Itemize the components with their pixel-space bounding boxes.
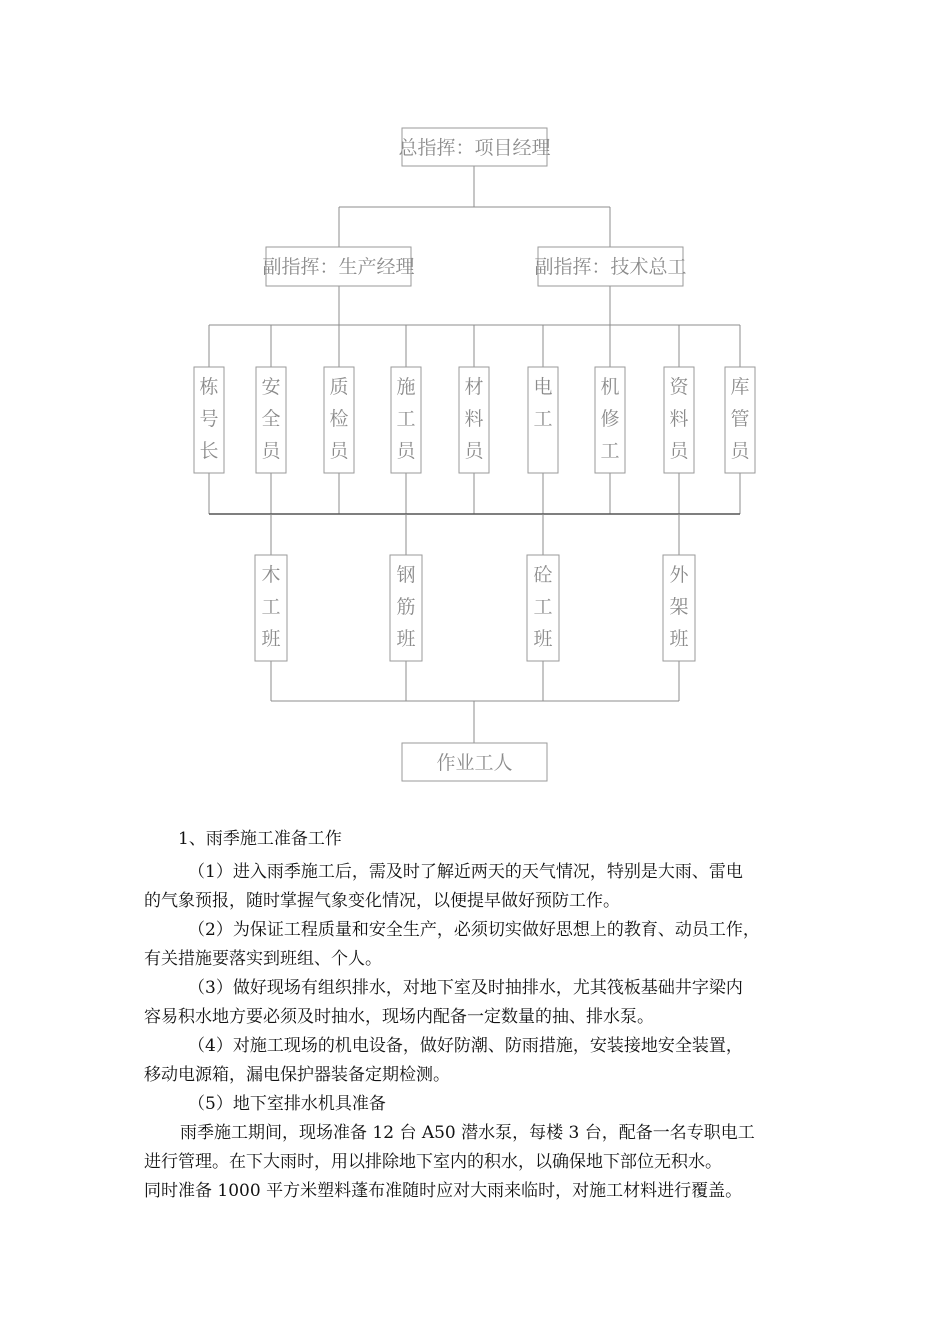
staff-node xyxy=(391,367,421,473)
paragraph-line: 雨季施工期间，现场准备 12 台 A50 潜水泵，每楼 3 台，配备一名专职电工 xyxy=(180,1123,755,1143)
deputy-production-node xyxy=(262,247,414,286)
staff-node-char: 员 xyxy=(730,440,750,462)
staff-node-char: 机 xyxy=(600,376,620,398)
team-node-char: 木 xyxy=(261,564,281,586)
staff-node-char: 全 xyxy=(261,408,281,430)
staff-node-char: 员 xyxy=(464,440,484,462)
paragraph-line: 进行管理。在下大雨时，用以排除地下室内的积水，以确保地下部位无积水。 xyxy=(144,1152,722,1172)
paragraph-line: 容易积水地方要必须及时抽水，现场内配备一定数量的抽、排水泵。 xyxy=(144,1007,654,1027)
staff-node-char: 栋 xyxy=(199,376,219,398)
staff-node-char: 工 xyxy=(600,440,620,462)
team-node-char: 砼 xyxy=(533,564,553,586)
team-node-char: 班 xyxy=(533,628,553,650)
workers-label: 作业工人 xyxy=(436,752,513,774)
staff-node-char: 修 xyxy=(600,408,620,430)
staff-node-char: 安 xyxy=(261,376,281,398)
team-node-char: 班 xyxy=(261,628,281,650)
workers-node xyxy=(402,743,547,781)
team-node-char: 工 xyxy=(261,596,281,618)
staff-node-char: 材 xyxy=(464,376,484,398)
staff-node xyxy=(725,367,755,473)
staff-node-char: 员 xyxy=(396,440,416,462)
deputy-technical-node xyxy=(534,247,686,286)
staff-node xyxy=(664,367,694,473)
staff-node xyxy=(459,367,489,473)
team-node xyxy=(255,555,287,661)
staff-node-char: 管 xyxy=(730,408,750,430)
commander-node xyxy=(398,128,550,166)
section-body xyxy=(144,858,820,1206)
paragraph-line: （2）为保证工程质量和安全生产，必须切实做好思想上的教育、动员工作， xyxy=(188,920,760,940)
staff-node-char: 资 xyxy=(669,376,689,398)
staff-node-char: 长 xyxy=(199,440,219,462)
staff-node-char: 电 xyxy=(533,376,553,398)
team-node xyxy=(390,555,422,661)
paragraph-line: （1）进入雨季施工后，需及时了解近两天的天气情况，特别是大雨、雷电 xyxy=(188,862,743,882)
staff-node-char: 员 xyxy=(261,440,281,462)
team-node-char: 班 xyxy=(669,628,689,650)
team-nodes xyxy=(255,555,695,661)
staff-node-char: 检 xyxy=(329,408,349,430)
staff-node xyxy=(256,367,286,473)
paragraph-line: 同时准备 1000 平方米塑料蓬布准随时应对大雨来临时，对施工材料进行覆盖。 xyxy=(144,1181,743,1201)
staff-node-char: 质 xyxy=(329,376,349,398)
team-node xyxy=(663,555,695,661)
team-node-char: 钢 xyxy=(396,564,416,586)
paragraph-line: 的气象预报，随时掌握气象变化情况，以便提早做好预防工作。 xyxy=(144,891,620,911)
staff-node xyxy=(324,367,354,473)
staff-node xyxy=(595,367,625,473)
staff-node-char: 员 xyxy=(329,440,349,462)
paragraph-line: 有关措施要落实到班组、个人。 xyxy=(144,949,382,969)
team-node-char: 筋 xyxy=(396,596,416,618)
staff-node-char: 料 xyxy=(669,408,689,430)
paragraph-line: （5）地下室排水机具准备 xyxy=(188,1094,386,1114)
staff-node xyxy=(528,367,558,473)
paragraph-line: 移动电源箱，漏电保护器装备定期检测。 xyxy=(144,1065,450,1085)
staff-node-char: 号 xyxy=(199,408,219,430)
team-node xyxy=(527,555,559,661)
staff-node-char: 库 xyxy=(730,376,750,398)
team-node-char: 外 xyxy=(669,564,689,586)
team-node-char: 架 xyxy=(669,596,689,618)
staff-node-char: 工 xyxy=(533,408,553,430)
team-node-char: 班 xyxy=(396,628,416,650)
section-heading: 1、雨季施工准备工作 xyxy=(178,829,342,849)
paragraph-line: （3）做好现场有组织排水，对地下室及时抽排水，尤其筏板基础井字梁内 xyxy=(188,978,743,998)
staff-nodes xyxy=(194,367,755,473)
deputy-technical-label: 副指挥：技术总工 xyxy=(534,256,687,278)
staff-node-char: 员 xyxy=(669,440,689,462)
staff-node-char: 施 xyxy=(396,376,416,398)
commander-label: 总指挥：项目经理 xyxy=(398,137,551,159)
staff-node-char: 料 xyxy=(464,408,484,430)
staff-node xyxy=(194,367,224,473)
deputy-production-label: 副指挥：生产经理 xyxy=(262,256,415,278)
team-node-char: 工 xyxy=(533,596,553,618)
staff-node-char: 工 xyxy=(396,408,416,430)
paragraph-line: （4）对施工现场的机电设备，做好防潮、防雨措施，安装接地安全装置， xyxy=(188,1036,743,1056)
